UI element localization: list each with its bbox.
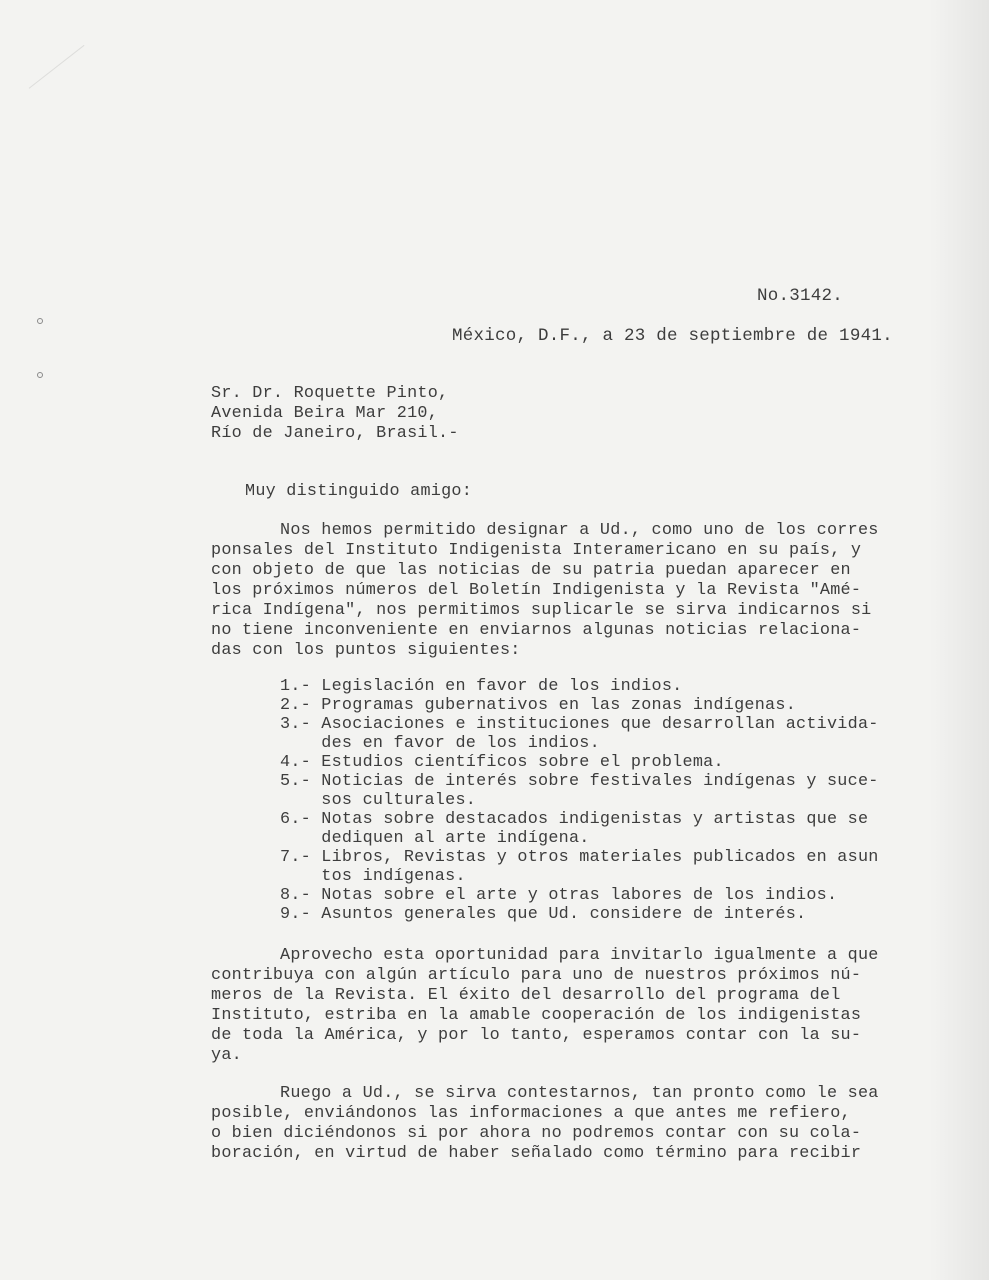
letter-number: No.3142.	[757, 286, 844, 306]
paragraph-line: o bien diciéndonos si por ahora no podremos contar con su cola-	[211, 1124, 862, 1143]
list-item: des en favor de los indios.	[280, 734, 600, 753]
paragraph-line: con objeto de que las noticias de su patria puedan aparecer en	[211, 561, 851, 580]
paragraph-line: contribuya con algún artículo para uno de nuestros próximos nú-	[211, 966, 862, 985]
paragraph-line: posible, enviándonos las informaciones a que antes me refiero,	[211, 1104, 851, 1123]
paragraph-line: meros de la Revista. El éxito del desarrollo del programa del	[211, 986, 841, 1005]
address-line: Avenida Beira Mar 210,	[211, 404, 439, 423]
list-item: 2.- Programas gubernativos en las zonas indígenas.	[280, 696, 797, 715]
paragraph-line: Nos hemos permitido designar a Ud., como uno de los corres	[280, 521, 879, 540]
paragraph-line: boración, en virtud de haber señalado como término para recibir	[211, 1144, 862, 1163]
paragraph-line: de toda la América, y por lo tanto, esperamos contar con la su-	[211, 1026, 862, 1045]
paragraph-line: Instituto, estriba en la amable cooperación de los indigenistas	[211, 1006, 862, 1025]
list-item: dediquen al arte indígena.	[280, 829, 590, 848]
salutation: Muy distinguido amigo:	[245, 482, 473, 501]
list-item: 4.- Estudios científicos sobre el problema.	[280, 753, 724, 772]
list-item: 6.- Notas sobre destacados indigenistas y artistas que se	[280, 810, 869, 829]
list-item: 9.- Asuntos generales que Ud. considere de interés.	[280, 905, 807, 924]
address-line: Río de Janeiro, Brasil.-	[211, 424, 459, 443]
paragraph-line: ponsales del Instituto Indigenista Interamericano en su país, y	[211, 541, 862, 560]
list-item: 5.- Noticias de interés sobre festivales indígenas y suce-	[280, 772, 879, 791]
paper-crease	[29, 45, 122, 136]
list-item: tos indígenas.	[280, 867, 466, 886]
binder-hole	[37, 372, 43, 378]
binder-hole	[37, 318, 43, 324]
paragraph-line: Ruego a Ud., se sirva contestarnos, tan pronto como le sea	[280, 1084, 879, 1103]
list-item: 7.- Libros, Revistas y otros materiales publicados en asun	[280, 848, 879, 867]
paragraph-line: ya.	[211, 1046, 242, 1065]
paragraph-line: rica Indígena", nos permitimos suplicarle se sirva indicarnos si	[211, 601, 872, 620]
paragraph-line: das con los puntos siguientes:	[211, 641, 521, 660]
list-item: 3.- Asociaciones e instituciones que desarrollan activida-	[280, 715, 879, 734]
letter-date: México, D.F., a 23 de septiembre de 1941.	[452, 326, 893, 346]
paragraph-line: Aprovecho esta oportunidad para invitarlo igualmente a que	[280, 946, 879, 965]
list-item: sos culturales.	[280, 791, 477, 810]
address-line: Sr. Dr. Roquette Pinto,	[211, 384, 449, 403]
paragraph-line: no tiene inconveniente en enviarnos algunas noticias relaciona-	[211, 621, 862, 640]
list-item: 1.- Legislación en favor de los indios.	[280, 677, 683, 696]
paragraph-line: los próximos números del Boletín Indigenista y la Revista "Amé-	[211, 581, 862, 600]
list-item: 8.- Notas sobre el arte y otras labores de los indios.	[280, 886, 838, 905]
